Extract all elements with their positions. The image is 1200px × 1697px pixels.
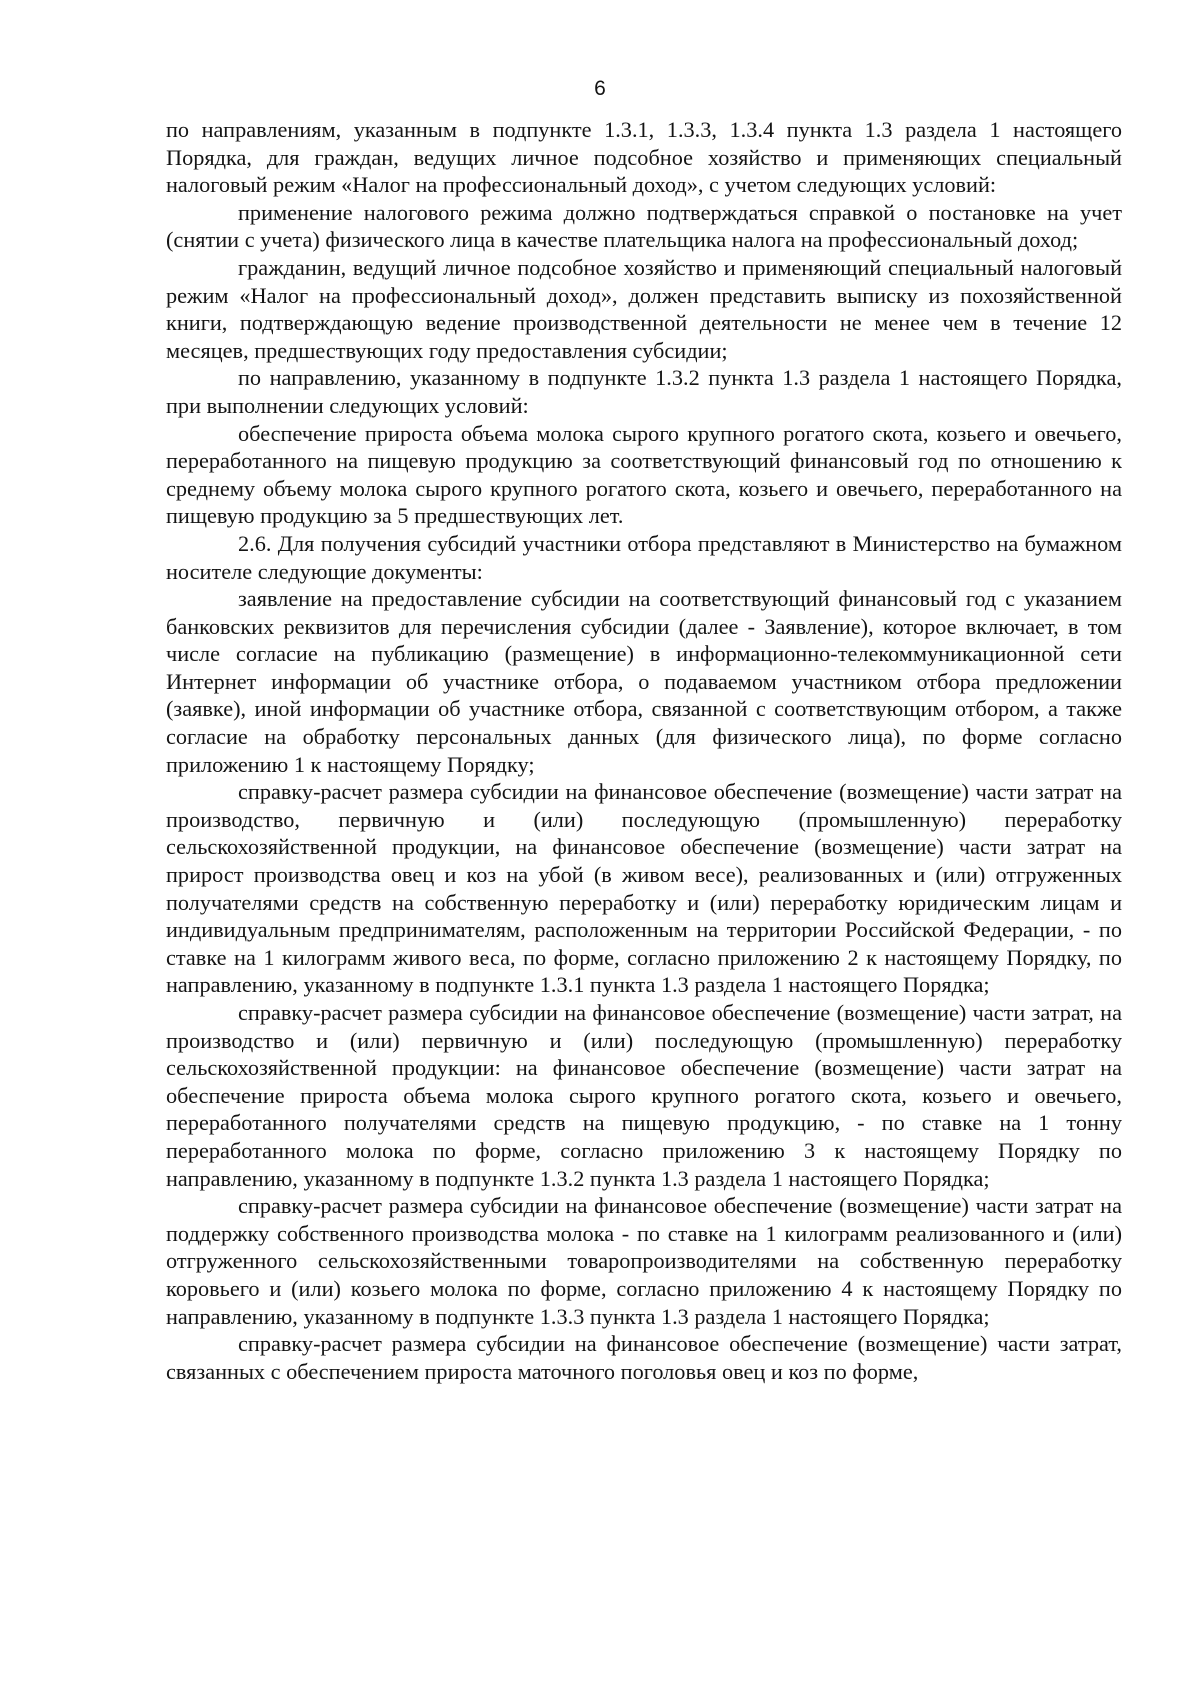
page-number: 6: [594, 77, 606, 100]
paragraph-2-6-documents: 2.6. Для получения субсидий участники отбора представляют в Министерство на бумажном носителе следующие документы:: [166, 530, 1122, 584]
paragraph-calc-breeding-stock: справку-расчет размера субсидии на финансовое обеспечение (возмещение) части затрат, связанных с обеспечением прироста маточного поголовья овец и коз по форме,: [166, 1331, 1122, 1384]
paragraph-tax-regime-condition: применение налогового режима должно подтверждаться справкой о постановке на учет (снятии с учета) физического лица в качестве плательщика налога на профессиональный доход;: [166, 199, 1122, 253]
paragraph-calc-appendix-2: справку-расчет размера субсидии на финансовое обеспечение (возмещение) части затрат на производство, первичную и (или) последующую (промышленную) переработку сельскохозяйственной продукции, на финансовое обеспечение (возмещение) части затрат на прирост производства овец и коз на убой (в живом весе), реализованных и (или) отгруженных получателями средств на собственную переработку и (или) переработку юридическим лицам и индивидуальным предпринимателям, расположенным на территории Российской Федерации, - по ставке на 1 килограмм живого веса, по форме, согласно приложению 2 к настоящему Порядку, по направлению, указанному в подпункте 1.3.1 пункта 1.3 раздела 1 настоящего Порядка;: [166, 779, 1122, 998]
paragraph-application: заявление на предоставление субсидии на соответствующий финансовый год с указанием банковских реквизитов для перечисления субсидии (далее - Заявление), которое включает, в том числе согласие на публикацию (размещение) в информационно-телекоммуникационной сети Интернет информации об участнике отбора, о подаваемом участником отбора предложении (заявке), иной информации об участнике отбора, связанной с соответствующим отбором, а также согласие на обработку персональных данных (для физического лица), по форме согласно приложению 1 к настоящему Порядку;: [166, 586, 1122, 777]
paragraph-continuation: по направлениям, указанным в подпункте 1.3.1, 1.3.3, 1.3.4 пункта 1.3 раздела 1 настоящего Порядка, для граждан, ведущих личное подсобное хозяйство и применяющих специальный налоговый режим «Налог на профессиональный доход», с учетом следующих условий:: [166, 117, 1122, 198]
paragraph-calc-appendix-3: справку-расчет размера субсидии на финансовое обеспечение (возмещение) части затрат, на производство и (или) первичную и (или) последующую (промышленную) переработку сельскохозяйственной продукции: на финансовое обеспечение (возмещение) части затрат на обеспечение прироста объема молока сырого крупного рогатого скота, козьего и овечьего, переработанного получателями средств на пищевую продукцию, - по ставке на 1 тонну переработанного молока по форме, согласно приложению 3 к настоящему Порядку по направлению, указанному в подпункте 1.3.2 пункта 1.3 раздела 1 настоящего Порядка;: [166, 1000, 1122, 1191]
paragraph-calc-appendix-4: справку-расчет размера субсидии на финансовое обеспечение (возмещение) части затрат на поддержку собственного производства молока - по ставке на 1 килограмм реализованного и (или) отгруженного сельскохозяйственными товаропроизводителями на собственную переработку коровьего и (или) козьего молока по форме, согласно приложению 4 к настоящему Порядку по направлению, указанному в подпункте 1.3.3 пункта 1.3 раздела 1 настоящего Порядка;: [166, 1193, 1122, 1329]
paragraph-milk-volume-growth: обеспечение прироста объема молока сырого крупного рогатого скота, козьего и овечьего, переработанного на пищевую продукцию за соответствующий финансовый год по отношению к среднему объему молока сырого крупного рогатого скота, козьего и овечьего, переработанного на пищевую продукцию за 5 предшествующих лет.: [166, 420, 1122, 529]
paragraph-direction-1-3-2: по направлению, указанному в подпункте 1.3.2 пункта 1.3 раздела 1 настоящего Порядка, при выполнении следующих условий:: [166, 365, 1122, 418]
paragraph-household-book-extract: гражданин, ведущий личное подсобное хозяйство и применяющий специальный налоговый режим «Налог на профессиональный доход», должен представить выписку из похозяйственной книги, подтверждающую ведение производственной деятельности не менее чем в течение 12 месяцев, предшествующих году предоставления субсидии;: [166, 254, 1122, 363]
document-body: [166, 116, 1122, 1385]
